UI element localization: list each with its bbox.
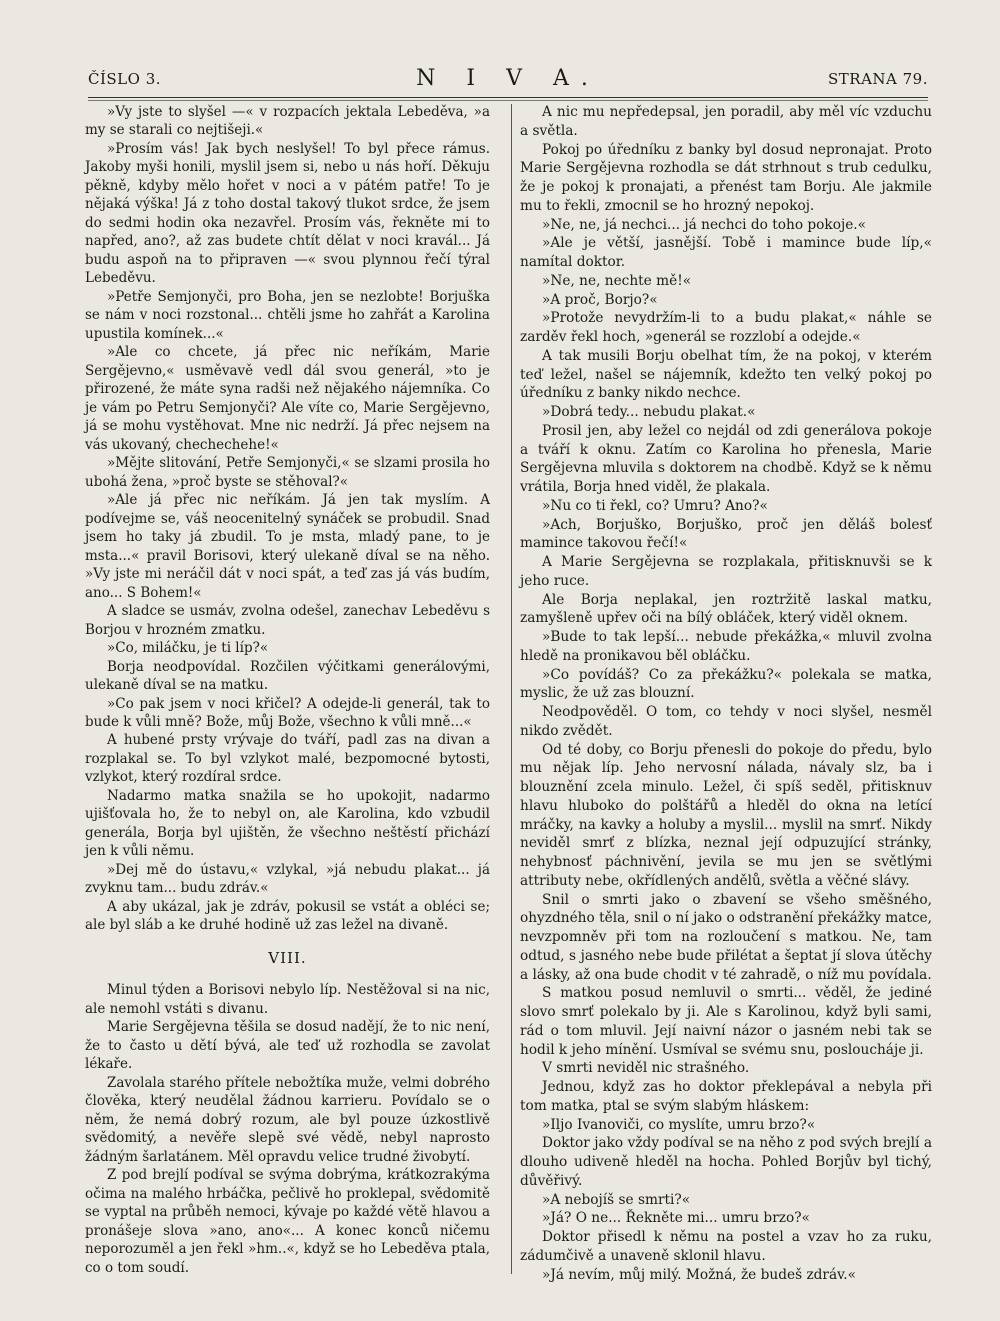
paragraph: »Dej mě do ústavu,« vzlykal, »já nebudu plakat... já zvyknu tam... budu zdráv.« [85, 861, 490, 897]
paragraph: »Prosím vás! Jak bych neslyšel! To byl přece rámus. Jakoby myši honili, myslil jsem si, nebo u nás hoří. Děkuju pěkně, kdyby mělo hořet v noci a v pátém patře! To je nějaká výška! Já z toho dostal takový tlukot srdce, že jsem do sedmi hodin oka nezavřel. Prosím vás, řekněte mi to napřed, ano?, až zas budete chtít dělat v noci kravál... Já budu aspoň na to připraven —« svou plynnou řečí týral Lebeděvu. [85, 140, 490, 287]
paragraph: »Ale co chcete, já přec nic neříkám, Marie Sergějevno,« usměvavě vedl dál svou generál, »to je přirozené, že máte syna radši než nějakého nájemníka. Co je vám po Petru Semjonyči? Ale víte co, Marie Sergějevno, já se mohu vystěhovat. Mne nic nedrží. Já přec nejsem na vás ukovaný, chechechehe!« [85, 344, 490, 453]
left-column [85, 103, 490, 1277]
paragraph: Neodpověděl. O tom, co tehdy v noci slyšel, nesměl nikdo zvědět. [520, 704, 932, 739]
magazine-title: N I V A. [416, 66, 600, 91]
paragraph: »Co povídáš? Co za překážku?« polekala se matka, myslic, že už zas blouzní. [520, 666, 932, 702]
paragraph: Jednou, když zas ho doktor překlepával a nebyla při tom matka, ptal se svým slabým hláskem: [520, 1079, 932, 1114]
paragraph: A sladce se usmáv, zvolna odešel, zanechav Lebeděvu s Borjou v hrozném zmatku. [85, 603, 490, 638]
page-header [88, 66, 928, 96]
paragraph: »Bude to tak lepší... nebude překážka,« mluvil zvolna hledě na pronikavou běl obláčku. [520, 629, 932, 664]
paragraph: Doktor přisedl k němu na postel a vzav ho za ruku, zádumčivě a unaveně sklonil hlavu. [520, 1229, 932, 1264]
paragraph: »Já nevím, můj milý. Možná, že budeš zdráv.« [542, 1266, 856, 1283]
paragraph: Ale Borja neplakal, jen roztržitě laskal matku, zamyšleně upřev oči na bílý obláček, který viděl oknem. [520, 591, 932, 627]
paragraph: Pokoj po úředníku z banky byl dosud nepronajat. Proto Marie Sergějevna rozhodla se dát strhnout s trub cedulku, že je pokoj k pronajati, a přenést tam Borju. Ale jakmile mu to řekli, zmocnil se ho hrozný nepokoj. [520, 141, 932, 214]
paragraph: Z pod brejlí podíval se svýma dobrýma, krátkozrakýma očima na malého hrbáčka, pečlivě ho proklepal, svědomitě se vyptal na průběh nemoci, kývaje po každé větě hlavou a pronášeje slova »ano, ano«... A konec konců ničemu neporozuměl a jen řekl »hm..«, když se ho Lebeděva ptala, co o tom soudí. [85, 1167, 490, 1276]
paragraph: »Co pak jsem v noci křičel? A odejde-li generál, tak to bude k vůli mně? Bože, můj Bože, všechno k vůli mně...« [85, 695, 490, 730]
paragraph: »Dobrá tedy... nebudu plakat.« [542, 404, 756, 420]
right-paragraphs [520, 103, 932, 1284]
paragraph: »A nebojíš se smrti?« [542, 1191, 691, 1208]
paragraph: A aby ukázal, jak je zdráv, pokusil se vstát a obléci se; ale byl sláb a ke druhé hodině už zas ležel na divaně. [85, 898, 490, 934]
paragraph: Borja neodpovídal. Rozčilen výčitkami generálovými, ulekaně díval se na matku. [85, 658, 490, 694]
paragraph: S matkou posud nemluvil o smrti... věděl, že jediné slovo smrť polekalo by ji. Ale s Karolinou, když byli sami, rád o tom mluvil. Její naivní názor o jasném nebi tak se hodil k jeho mínění. Usmíval se svému snu, posloucháje ji. [520, 985, 932, 1058]
paragraph: Prosil jen, aby ležel co nejdál od zdi generálova pokoje a tváří k oknu. Zatím co Karolina ho přenesla, Marie Sergějevna mluvila s doktorem na chodbě. Když se k němu vrátila, Borja hned viděl, že plakala. [520, 422, 932, 495]
paragraph: »Ale je větší, jasnější. Tobě i mamince bude líp,« namítal doktor. [520, 235, 932, 270]
paragraph: Doktor jako vždy podíval se na něho z pod svých brejlí a dlouho udiveně hleděl na hocha. Pohled Borjův byl tichý, důvěřivý. [520, 1135, 932, 1189]
paragraph: »A proč, Borjo?« [542, 291, 658, 308]
paragraph: A tak musili Borju obelhat tím, že na pokoj, v kterém teď ležel, našel se nájemník, kdežto ten velký pokoj po úředníku z banky nikdo nechce. [520, 347, 932, 402]
issue-number: ČÍSLO 3. [88, 70, 162, 88]
paragraph: Snil o smrti jako o zbavení se všeho směšného, ohyzdného těla, snil o ní jako o odstranění překážky matce, nevzpomněv při tom na rozloučení s matkou. Ne, tam odtud, s jasného nebe bude přilétat a šeptat jí slova útěchy a lásky, až ona bude chodit v té zahradě, o níž mu povídala. [520, 891, 932, 983]
paragraph: Od té doby, co Borju přenesli do pokoje do předu, bylo mu nějak líp. Jeho nervosní nálada, návaly slz, ba i blouznění zcela minulo. Ležel, či spíš seděl, přitisknuv hlavu hluboko do polštářů a hleděl do okna na letící mráčky, na kavky a holuby a myslil... myslil na smrť. Nikdy neviděl smrť z blízka, neznal její odpuzující stránky, nehybnosť páchnivění, jevila se mu jen se světlými attributy nebe, okřídlených andělů, světla a věčné slávy. [520, 741, 932, 889]
column-divider [511, 104, 512, 1274]
left-paragraphs [85, 103, 490, 935]
paragraph: »Vy jste to slyšel —« v rozpacích jektala Lebeděva, »a my se starali co nejtišeji.« [85, 104, 490, 139]
paragraph: A Marie Sergějevna se rozplakala, přitisknuvši se k jeho ruce. [520, 554, 932, 589]
paragraph: »Já? O ne... Řekněte mi... umru brzo?« [542, 1210, 810, 1227]
paragraph: Marie Sergějevna těšila se dosud nadějí, že to nic není, že to často u dětí bývá, ale teď už rozhodla se zavolat lékaře. [85, 1019, 490, 1073]
paragraph: »Ne, ne, já nechci... já nechci do toho pokoje.« [542, 216, 867, 233]
paragraph: »Ale já přec nic neříkám. Já jen tak myslím. A podívejme se, váš neocenitelný synáček se probudil. Snad jsem ho taky já zbudil. To je msta, mladý pane, to je msta...« pravil Borisovi, který ulekaně díval se na něho. »Vy jste mi neráčil dát v noci spát, a teď zas já vás budím, ano... S Bohem!« [85, 492, 490, 601]
paragraph: A hubené prsty vrývaje do tváří, padl zas na divan a rozplakal se. To byl vzlykot malé, bezpomocné bytosti, vzlykot, který rozdíral srdce. [85, 732, 490, 786]
header-rule [88, 97, 928, 98]
paragraph: »Co, miláčku, je ti líp?« [107, 640, 269, 657]
paragraph: V smrti neviděl nic strašného. [542, 1060, 750, 1077]
paragraph: Minul týden a Borisovi nebylo líp. Nestěžoval si na nic, ale nemohl vstáti s divanu. [85, 982, 490, 1017]
right-column [520, 103, 932, 1284]
left-paragraphs-after [85, 981, 490, 1277]
page-number: STRANA 79. [828, 70, 928, 88]
paragraph: »Iljo Ivanoviči, co myslíte, umru brzo?« [542, 1116, 816, 1133]
paragraph: »Ne, ne, nechte mě!« [542, 272, 692, 289]
section-heading: VIII. [268, 948, 307, 967]
paragraph: »Nu co ti řekl, co? Umru? Ano?« [542, 497, 768, 514]
paragraph: »Petře Semjonyči, pro Boha, jen se nezlobte! Borjuška se nám v noci rozstonal... chtěli jsme ho zahřát a Karolina upustila komínek...« [85, 288, 490, 342]
paragraph: »Protože nevydržím-li to a budu plakat,« náhle se zarděv řekl hoch, »generál se rozzlobí a odejde.« [520, 310, 932, 345]
paragraph: »Mějte slitování, Petře Semjonyči,« se slzami prosila ho ubohá žena, »proč byste se stěhoval?« [85, 455, 490, 490]
paragraph: Nadarmo matka snažila se ho upokojit, nadarmo ujišťovala ho, že to nebyl on, ale Karolina, kdo vzbudil generála, Borja byl ujištěn, že všechno neštěstí přichází jen k vůli němu. [85, 787, 490, 860]
paragraph: »Ach, Borjuško, Borjuško, proč jen děláš bolesť mamince takovou řečí!« [520, 516, 932, 552]
paragraph: A nic mu nepředepsal, jen poradil, aby měl víc vzduchu a světla. [520, 104, 932, 139]
paragraph: Zavolala starého přítele nebožtíka muže, velmi dobrého člověka, který neudělal žádnou karrieru. Povídalo se o něm, že nemá dobrý rozum, ale byl pouze úzkostlivě svědomitý, a nevěře slepě své vědě, nebyl naprosto žádným šarlatánem. Měl opravdu velice trudné živobytí. [85, 1074, 490, 1165]
header-rule-thin [88, 100, 928, 101]
